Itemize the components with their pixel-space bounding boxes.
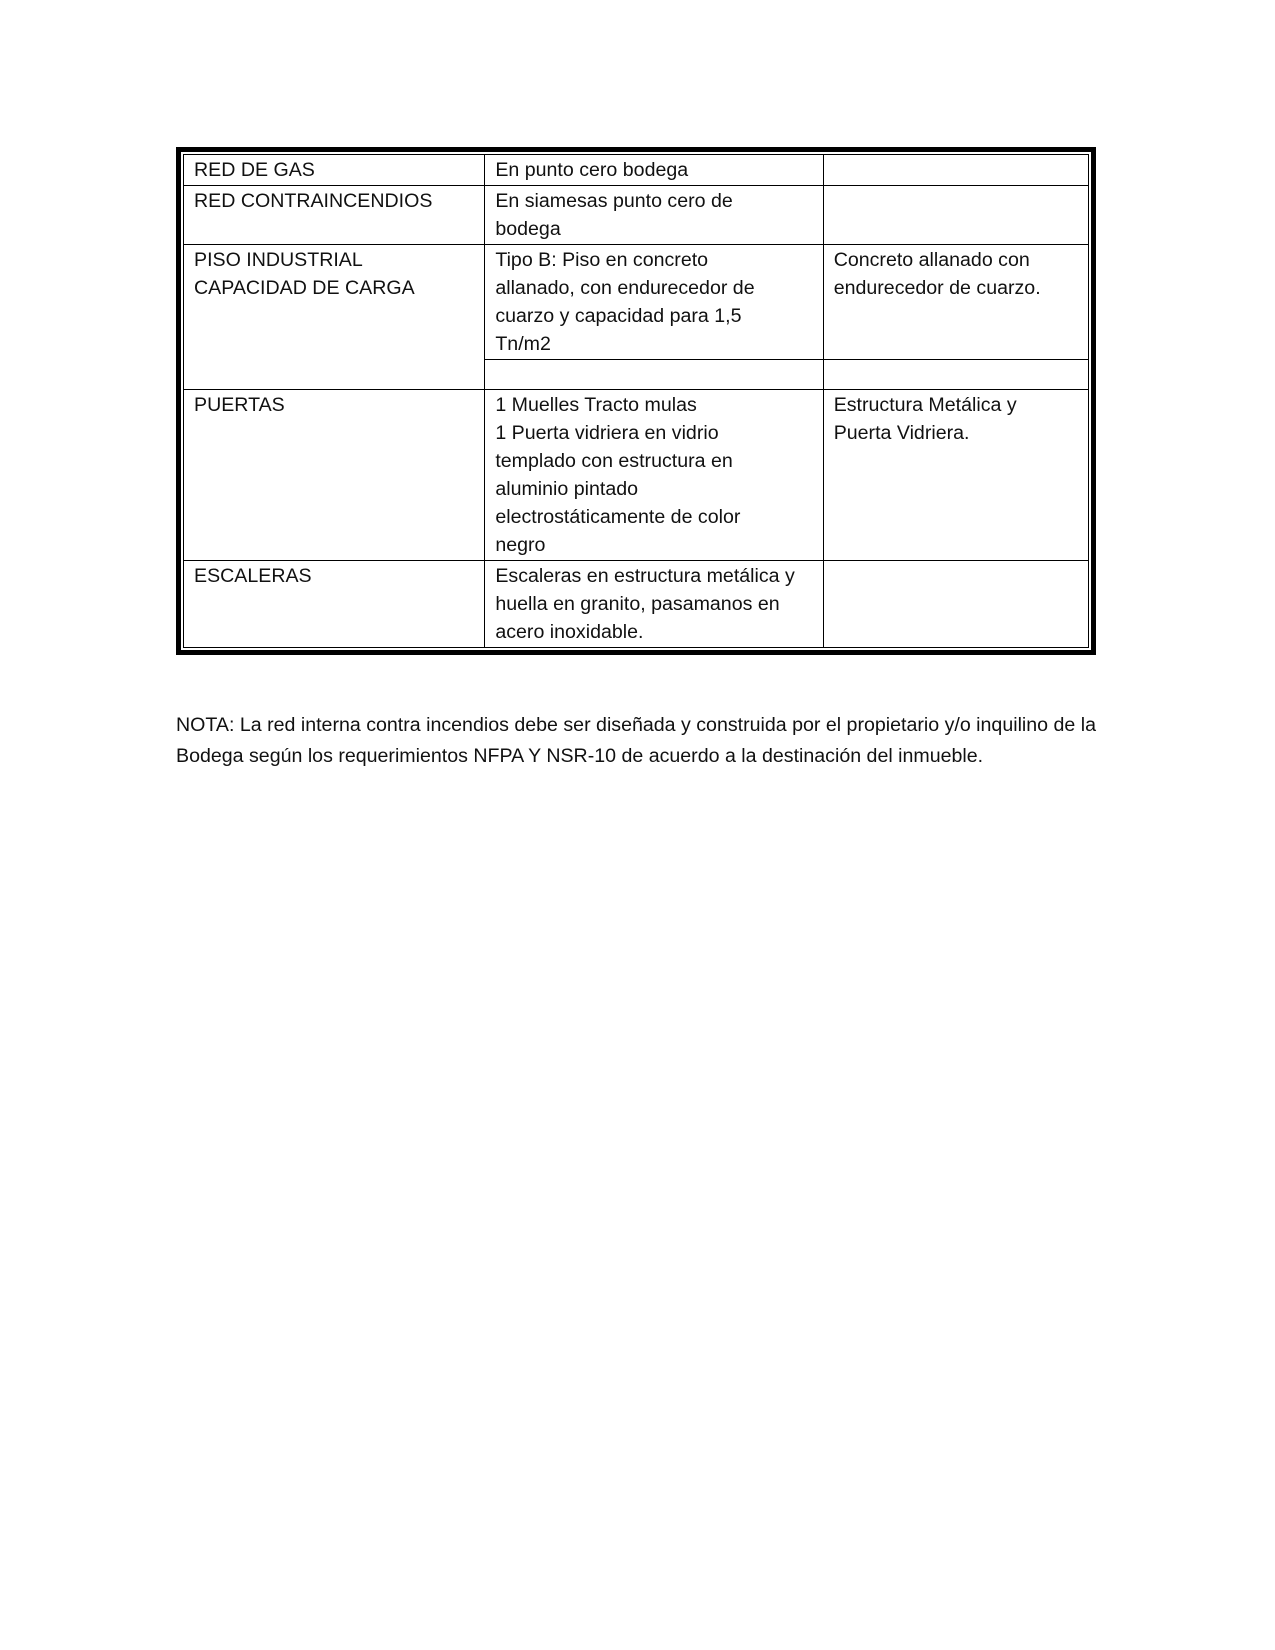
table-row — [184, 561, 1089, 648]
row-notes — [823, 561, 1088, 648]
row-label: RED DE GAS — [184, 155, 485, 186]
specifications-table — [183, 154, 1089, 648]
row-label: RED CONTRAINCENDIOS — [184, 186, 485, 245]
table-row — [184, 245, 1089, 360]
table-row — [184, 390, 1089, 561]
row-notes — [823, 360, 1088, 390]
row-description: 1 Muelles Tracto mulas 1 Puerta vidriera en vidrio templado con estructura en aluminio pintado electrostáticamente de color negro — [485, 390, 823, 561]
table-row — [184, 186, 1089, 245]
row-description: Escaleras en estructura metálica y huella en granito, pasamanos en acero inoxidable. — [485, 561, 823, 648]
row-notes: Concreto allanado con endurecedor de cuarzo. — [823, 245, 1088, 360]
row-notes — [823, 186, 1088, 245]
row-label: PISO INDUSTRIAL CAPACIDAD DE CARGA — [184, 245, 485, 390]
specifications-table-frame — [176, 147, 1096, 655]
row-label: ESCALERAS — [184, 561, 485, 648]
table-row — [184, 155, 1089, 186]
row-notes — [823, 155, 1088, 186]
row-description: En punto cero bodega — [485, 155, 823, 186]
row-description: En siamesas punto cero de bodega — [485, 186, 823, 245]
row-description — [485, 360, 823, 390]
row-description: Tipo B: Piso en concreto allanado, con endurecedor de cuarzo y capacidad para 1,5 Tn/m2 — [485, 245, 823, 360]
note-paragraph: NOTA: La red interna contra incendios debe ser diseñada y construida por el propietario y/o inquilino de la Bodega según los requerimientos NFPA Y NSR-10 de acuerdo a la destinación del inmueble. — [176, 713, 1096, 767]
row-label: PUERTAS — [184, 390, 485, 561]
row-notes: Estructura Metálica y Puerta Vidriera. — [823, 390, 1088, 561]
